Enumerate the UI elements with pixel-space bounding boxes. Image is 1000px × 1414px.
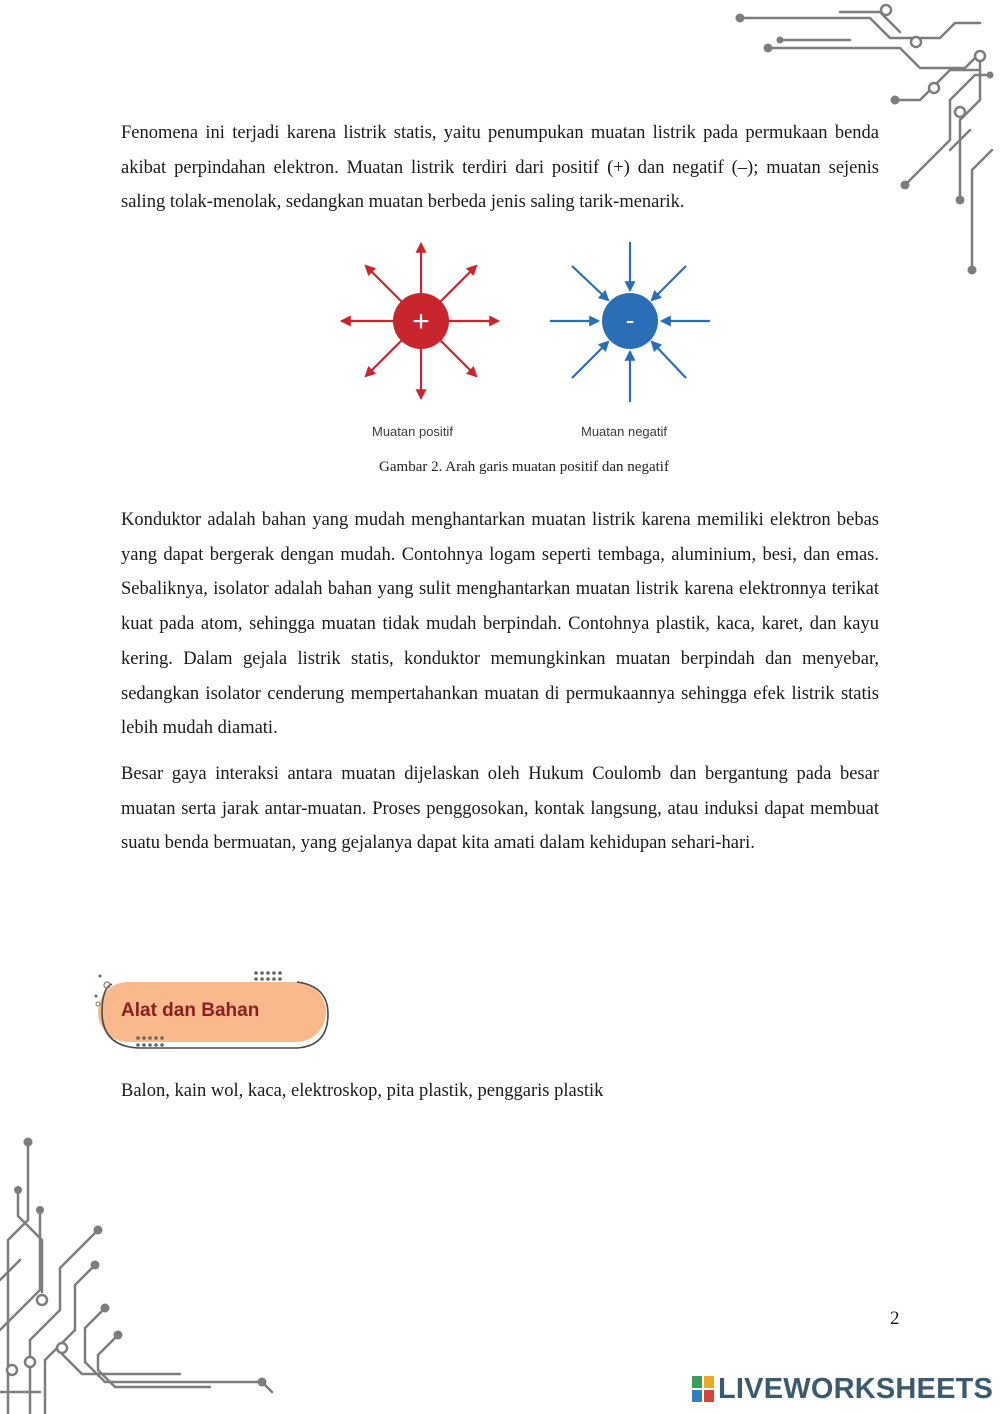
section-heading-badge <box>92 968 337 1058</box>
circuit-decoration-bottom-left <box>0 1130 280 1414</box>
paragraph-conductor-insulator: Konduktor adalah bahan yang mudah menghantarkan muatan listrik karena memiliki elektron bebas yang dapat bergerak dengan mudah. Contohnya logam seperti tembaga, aluminium, besi, dan emas. Sebaliknya, isolator adalah bahan yang sulit menghantarkan muatan listrik karena elektronnya terikat kuat pada atom, sehingga muatan tidak mudah berpindah. Contohnya plastik, kaca, karet, dan kayu kering. Dalam gejala listrik statis, konduktor memungkinkan muatan berpindah dan menyebar, sedangkan isolator cenderung mempertahankan muatan di permukaannya sehingga efek listrik statis lebih mudah diamati. <box>121 510 879 739</box>
section-title: Alat dan Bahan <box>121 1000 260 1021</box>
figure-caption: Gambar 2. Arah garis muatan positif dan negatif <box>379 459 669 475</box>
positive-symbol: + <box>412 305 430 338</box>
negative-symbol: - <box>625 305 635 335</box>
page-number: 2 <box>890 1308 900 1329</box>
charge-field-diagram <box>330 238 720 448</box>
materials-list: Balon, kain wol, kaca, elektroskop, pita plastik, penggaris plastik <box>121 1081 604 1101</box>
positive-charge-label: Muatan positif <box>372 424 453 439</box>
brand-name: LIVEWORKSHEETS <box>718 1373 994 1405</box>
liveworksheets-brand <box>692 1372 992 1406</box>
negative-charge-label: Muatan negatif <box>581 424 668 439</box>
paragraph-static-electricity: Fenomena ini terjadi karena listrik statis, yaitu penumpukan muatan listrik pada permukaan benda akibat perpindahan elektron. Muatan listrik terdiri dari positif (+) dan negatif (–); muatan sejenis saling tolak-menolak, sedangkan muatan berbeda jenis saling tarik-menarik. <box>121 123 879 213</box>
paragraph-coulomb-law: Besar gaya interaksi antara muatan dijelaskan oleh Hukum Coulomb dan bergantung pada besar muatan serta jarak antar-muatan. Proses penggosokan, kontak langsung, atau induksi dapat membuat suatu benda bermuatan, yang gejalanya dapat kita amati dalam kehidupan sehari-hari. <box>121 764 879 854</box>
liveworksheets-logo-icon <box>692 1376 714 1402</box>
